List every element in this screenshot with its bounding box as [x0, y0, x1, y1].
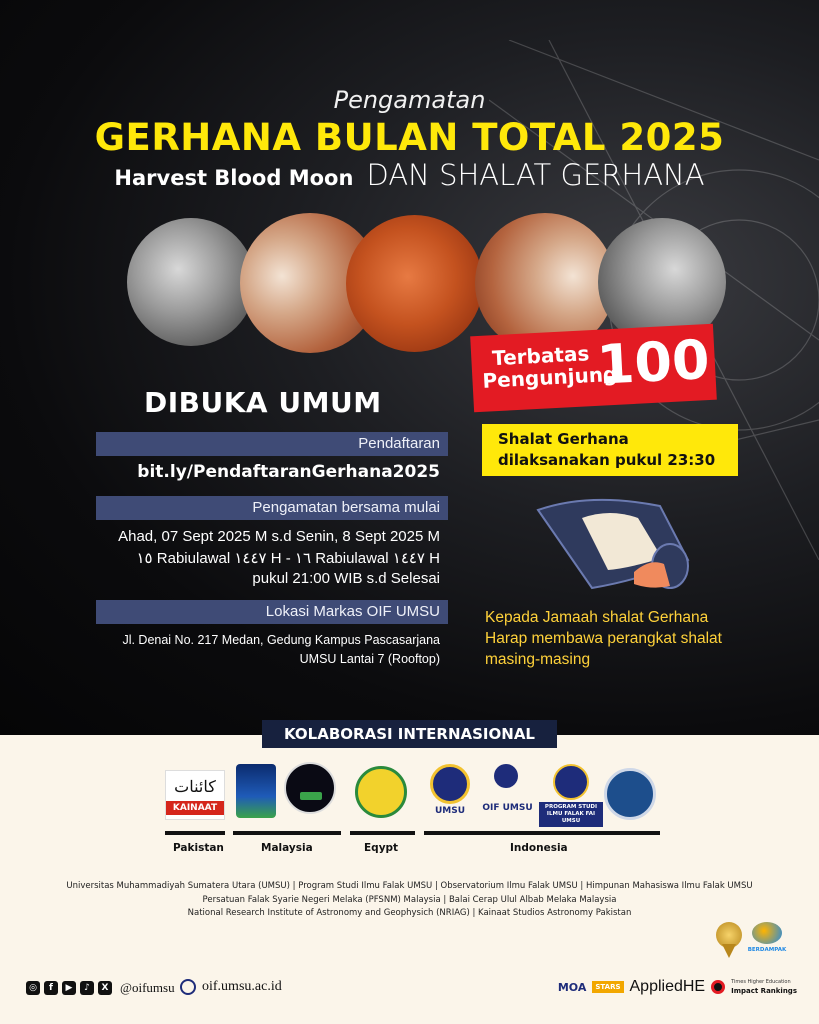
- registration-link[interactable]: bit.ly/PendaftaranGerhana2025: [137, 462, 440, 482]
- oif-logo: [494, 764, 518, 788]
- the-impact-label: [731, 978, 797, 996]
- location-address-2: UMSU Lantai 7 (Rooftop): [299, 652, 440, 666]
- prayer-note: [485, 607, 722, 670]
- location-heading: Lokasi Markas OIF UMSU: [96, 600, 448, 624]
- credits-line3: National Research Institute of Astronomy and Geophysich (NRIAG) | Kainaat Studios Astronomy Pakistan: [187, 908, 632, 918]
- globe-icon: [180, 979, 196, 995]
- main-title: GERHANA BULAN TOTAL 2025: [94, 116, 725, 159]
- country-egypt: Eqypt: [364, 842, 399, 854]
- prayer-line2: dilaksanakan pukul 23:30: [498, 451, 716, 469]
- moon-phase-1-image: [127, 218, 255, 346]
- kainaat-logo: کائنات KAINAAT: [165, 770, 225, 820]
- prayer-line1: Shalat Gerhana: [498, 430, 629, 448]
- umsu-logo-text: UMSU: [434, 806, 466, 816]
- badge-line1: Terbatas: [491, 341, 590, 371]
- collab-heading: KOLABORASI INTERNASIONAL: [262, 720, 557, 748]
- instagram-icon[interactable]: ◎: [26, 981, 40, 995]
- moa-logo: MOA: [557, 980, 587, 994]
- impact-line2: Impact Rankings: [731, 987, 797, 995]
- badge-line2: Pengunjung: [481, 361, 618, 393]
- country-indonesia: Indonesia: [510, 842, 568, 854]
- subtitle-bold: Harvest Blood Moon: [114, 166, 354, 190]
- applied-he-logo: AppliedHE: [629, 978, 706, 995]
- tiktok-icon[interactable]: ♪: [80, 981, 94, 995]
- berdampak-logo: [752, 922, 782, 944]
- credits-line1: Universitas Muhammadiyah Sumatera Utara (UMSU) | Program Studi Ilmu Falak UMSU | Observatorium Ilmu Falak UMSU | Himpunan Mahasiswa Ilmu Falak UMSU: [66, 881, 753, 891]
- stars-logo: STARS: [592, 981, 623, 993]
- schedule-hijri: ١٥ Rabiulawal ١٤٤٧ H - ١٦ Rabiulawal ١٤٤٧ H: [136, 550, 440, 567]
- location-address-1: Jl. Denai No. 217 Medan, Gedung Kampus Pascasarjana: [122, 633, 440, 647]
- ranking-badges: [558, 975, 797, 999]
- open-public-label: DIBUKA UMUM: [144, 386, 382, 419]
- moon-total-eclipse-image: [346, 215, 483, 352]
- youtube-icon[interactable]: ▶: [62, 981, 76, 995]
- prayer-time-box: [482, 424, 738, 476]
- facebook-icon[interactable]: f: [44, 981, 58, 995]
- registration-heading: Pendaftaran: [96, 432, 448, 456]
- pfsnm-logo: [236, 764, 276, 818]
- oif-logo-text: OIF UMSU: [482, 803, 533, 813]
- prodi-ilmu-falak-logo: [553, 764, 589, 800]
- x-icon[interactable]: X: [98, 981, 112, 995]
- partner-credits: [0, 880, 819, 921]
- social-handle[interactable]: @oifumsu: [120, 980, 175, 995]
- himpunan-mahasiswa-logo: [604, 768, 656, 820]
- prayer-mat-icon: [530, 488, 695, 593]
- website-text[interactable]: oif.umsu.ac.id: [202, 979, 282, 994]
- the-impact-icon: [711, 980, 725, 994]
- impact-line1: Times Higher Education: [731, 979, 791, 985]
- note-line2: Harap membawa perangkat shalat: [485, 630, 722, 647]
- limited-visitors-badge: [470, 324, 717, 413]
- note-line3: masing-masing: [485, 651, 591, 668]
- umsu-logo: [430, 764, 470, 804]
- schedule-dates: Ahad, 07 Sept 2025 M s.d Senin, 8 Sept 2025 M: [118, 528, 440, 545]
- badge-number: 100: [595, 327, 712, 397]
- subtitle: [0, 158, 819, 192]
- subtitle-light: DAN SHALAT GERHANA: [366, 158, 705, 192]
- indonesia-underline: [424, 831, 660, 835]
- pre-title: Pengamatan: [333, 86, 486, 114]
- egypt-underline: [350, 831, 415, 835]
- prodi-logo-text: PROGRAM STUDI ILMU FALAK FAI UMSU: [539, 802, 603, 827]
- kainaat-logo-text: KAINAAT: [166, 801, 224, 815]
- award-ribbon-icon: [722, 944, 736, 958]
- pakistan-underline: [165, 831, 225, 835]
- schedule-time: pukul 21:00 WIB s.d Selesai: [252, 570, 440, 587]
- website-link[interactable]: [180, 979, 282, 995]
- country-pakistan: Pakistan: [173, 842, 224, 854]
- note-line1: Kepada Jamaah shalat Gerhana: [485, 609, 709, 626]
- berdampak-label: BERDAMPAK: [747, 947, 787, 953]
- credits-line2: Persatuan Falak Syarie Negeri Melaka (PFSNM) Malaysia | Balai Cerap Ulul Albab Melaka Malaysia: [202, 894, 617, 905]
- nriag-logo: [355, 766, 407, 818]
- country-malaysia: Malaysia: [261, 842, 313, 854]
- social-links: [26, 980, 175, 996]
- schedule-heading: Pengamatan bersama mulai: [96, 496, 448, 520]
- badge-label: [481, 341, 618, 393]
- balai-cerap-ulul-albab-logo: [284, 762, 336, 814]
- malaysia-underline: [233, 831, 341, 835]
